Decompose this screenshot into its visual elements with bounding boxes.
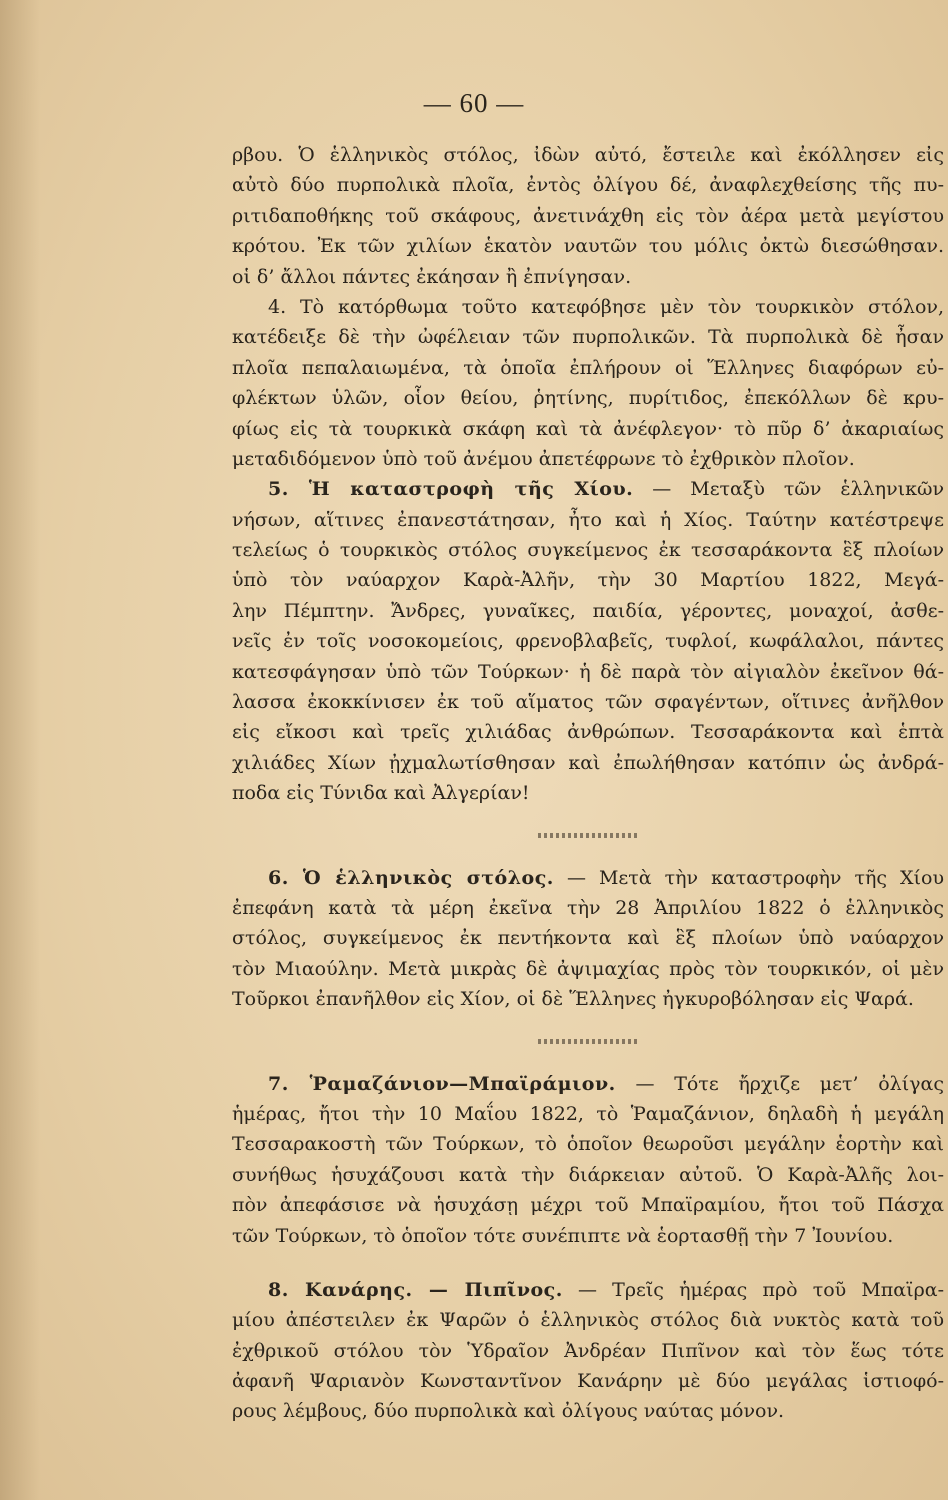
- text-line: μεταδιδόμενον ὑπὸ τοῦ ἀνέμου ἀπετέφρωνε τὸ ἐχθρικὸν πλοῖον.: [232, 447, 855, 470]
- section-separator: [232, 809, 944, 863]
- text-line: λασσα ἐκοκκίνισεν ἐκ τοῦ αἵματος τῶν σφαγέντων, οἵτινες ἀνῆλθον: [232, 691, 944, 714]
- heading-line-text: — Μεταξὺ τῶν ἑλληνικῶν: [652, 478, 944, 501]
- text-line: Τοῦρκοι ἐπανῆλθον εἰς Χίον, οἱ δὲ Ἕλληνες ἠγκυροβόλησαν εἰς Ψαρά.: [232, 988, 914, 1011]
- binding-shadow: [0, 0, 40, 1500]
- text-line: τῶν Τούρκων, τὸ ὁποῖον τότε συνέπιπτε νὰ ἑορτασθῇ τὴν 7 Ἰουνίου.: [232, 1224, 894, 1247]
- text-line: κατεσφάγησαν ὑπὸ τῶν Τούρκων· ἡ δὲ παρὰ τὸν αἰγιαλὸν ἐκεῖνον θά-: [232, 660, 944, 683]
- section-heading: 6. Ὁ ἑλληνικὸς στόλος.: [268, 866, 554, 889]
- text-line: φλέκτων ὑλῶν, οἷον θείου, ῥητίνης, πυρίτιδος, ἐπεκόλλων δὲ κρυ-: [232, 387, 944, 410]
- page-number: — 60 —: [423, 88, 525, 118]
- text-line: φίως εἰς τὰ τουρκικὰ σκάφη καὶ τὰ ἀνέφλεγον· τὸ πῦρ δ’ ἀκαριαίως: [232, 417, 944, 440]
- text-line: πὸν ἀπεφάσισε νὰ ἡσυχάσῃ μέχρι τοῦ Μπαϊραμίου, ἤτοι τοῦ Πάσχα: [232, 1194, 944, 1217]
- paragraph-7: [232, 1069, 944, 1251]
- paragraph-5: [232, 474, 944, 808]
- paragraph-gap: [232, 1251, 944, 1275]
- text-line: αὐτὸ δύο πυρπολικὰ πλοῖα, ἐντὸς ὀλίγου δέ, ἀναφλεχθείσης τῆς πυ-: [232, 174, 944, 197]
- text-line: ρβου. Ὁ ἑλληνικὸς στόλος, ἰδὼν αὐτό, ἔστειλε καὶ ἐκόλλησεν εἰς: [232, 144, 944, 166]
- text-line: νήσων, αἵτινες ἐπανεστάτησαν, ἦτο καὶ ἡ Χίος. Ταύτην κατέστρεψε: [232, 508, 944, 531]
- paragraph-continuation: [232, 140, 944, 292]
- text-line: ἡμέρας, ἤτοι τὴν 10 Μαΐου 1822, τὸ Ῥαμαζάνιον, δηλαδὴ ἡ μεγάλη: [232, 1102, 944, 1125]
- text-line: [232, 863, 944, 893]
- section-heading: 7. Ῥαμαζάνιον—Μπαϊράμιον.: [268, 1072, 616, 1095]
- text-line: ποδα εἰς Τύνιδα καὶ Ἀλγερίαν!: [232, 782, 530, 805]
- paragraph-8: [232, 1275, 944, 1427]
- text-line: ἀφανῆ Ψαριανὸν Κωνσταντῖνον Κανάρην μὲ δύο μεγάλας ἱστιοφό-: [232, 1370, 944, 1393]
- paragraph-4: [232, 292, 944, 474]
- dotted-rule: [538, 1039, 638, 1044]
- text-line: κατέδειξε δὲ τὴν ὠφέλειαν τῶν πυρπολικῶν. Τὰ πυρπολικὰ δὲ ἦσαν: [232, 326, 944, 349]
- heading-line-text: — Τρεῖς ἡμέρας πρὸ τοῦ Μπαϊρα-: [578, 1278, 944, 1301]
- text-line: στόλος, συγκείμενος ἐκ πεντήκοντα καὶ ἓξ πλοίων ὑπὸ ναύαρχον: [232, 927, 944, 950]
- text-line: ριτιδαποθήκης τοῦ σκάφους, ἀνετινάχθη εἰς τὸν ἀέρα μετὰ μεγίστου: [232, 204, 944, 227]
- text-line: ἐπεφάνη κατὰ τὰ μέρη ἐκεῖνα τὴν 28 Ἀπριλίου 1822 ὁ ἑλληνικὸς: [232, 896, 944, 919]
- text-line: [232, 474, 944, 504]
- text-line: νεῖς ἐν τοῖς νοσοκομείοις, φρενοβλαβεῖς, τυφλοί, κωφάλαλοι, πάντες: [232, 630, 944, 653]
- text-line: [232, 1069, 944, 1099]
- section-heading: 5. Ἡ καταστροφὴ τῆς Χίου.: [268, 478, 634, 501]
- section-heading: 8. Κανάρης. — Πιπῖνος.: [268, 1278, 563, 1301]
- section-separator: [232, 1015, 944, 1069]
- text-line: κρότου. Ἐκ τῶν χιλίων ἑκατὸν ναυτῶν του μόλις ὀκτὼ διεσώθησαν.: [232, 235, 944, 258]
- text-line: συνήθως ἡσυχάζουσι κατὰ τὴν διάρκειαν αὐτοῦ. Ὁ Καρὰ-Ἀλῆς λοι-: [232, 1163, 944, 1186]
- text-line: μίου ἀπέστειλεν ἐκ Ψαρῶν ὁ ἑλληνικὸς στόλος διὰ νυκτὸς κατὰ τοῦ: [232, 1309, 944, 1332]
- text-line: ρους λέμβους, δύο πυρπολικὰ καὶ ὀλίγους ναύτας μόνον.: [232, 1400, 785, 1423]
- text-line: [232, 1275, 944, 1305]
- text-line: ὑπὸ τὸν ναύαρχον Καρὰ-Ἀλῆν, τὴν 30 Μαρτίου 1822, Μεγά-: [232, 569, 944, 592]
- text-line: χιλιάδες Χίων ᾐχμαλωτίσθησαν καὶ ἐπωλήθησαν κατόπιν ὡς ἀνδρά-: [232, 751, 944, 774]
- text-line: τὸν Μιαούλην. Μετὰ μικρὰς δὲ ἀψιμαχίας πρὸς τὸν τουρκικόν, οἱ μὲν: [232, 957, 944, 980]
- text-line: 4. Τὸ κατόρθωμα τοῦτο κατεφόβησε μὲν τὸν τουρκικὸν στόλον,: [268, 295, 944, 318]
- text-line: τελείως ὁ τουρκικὸς στόλος συγκείμενος ἐκ τεσσαράκοντα ἓξ πλοίων: [232, 539, 944, 562]
- heading-line-text: — Τότε ἤρχιζε μετ’ ὀλίγας: [635, 1072, 944, 1095]
- body-text: [232, 140, 944, 1427]
- text-line: πλοῖα πεπαλαιωμένα, τὰ ὁποῖα ἐπλήρουν οἱ Ἕλληνες διαφόρων εὐ-: [232, 356, 944, 379]
- dotted-rule: [538, 833, 638, 838]
- text-line: οἱ δ’ ἄλλοι πάντες ἐκάησαν ἢ ἐπνίγησαν.: [232, 265, 632, 288]
- text-line: λην Πέμπτην. Ἄνδρες, γυναῖκες, παιδία, γέροντες, μοναχοί, ἀσθε-: [232, 599, 944, 622]
- text-line: ἐχθρικοῦ στόλου τὸν Ὑδραῖον Ἀνδρέαν Πιπῖνον καὶ τὸν ἕως τότε: [232, 1339, 944, 1362]
- heading-line-text: — Μετὰ τὴν καταστροφὴν τῆς Χίου: [566, 866, 944, 889]
- text-line: Τεσσαρακοστὴ τῶν Τούρκων, τὸ ὁποῖον θεωροῦσι μεγάλην ἑορτὴν καὶ: [232, 1133, 944, 1156]
- paragraph-6: [232, 863, 944, 1015]
- text-line: εἰς εἴκοσι καὶ τρεῖς χιλιάδας ἀνθρώπων. Τεσσαράκοντα καὶ ἑπτὰ: [232, 721, 944, 744]
